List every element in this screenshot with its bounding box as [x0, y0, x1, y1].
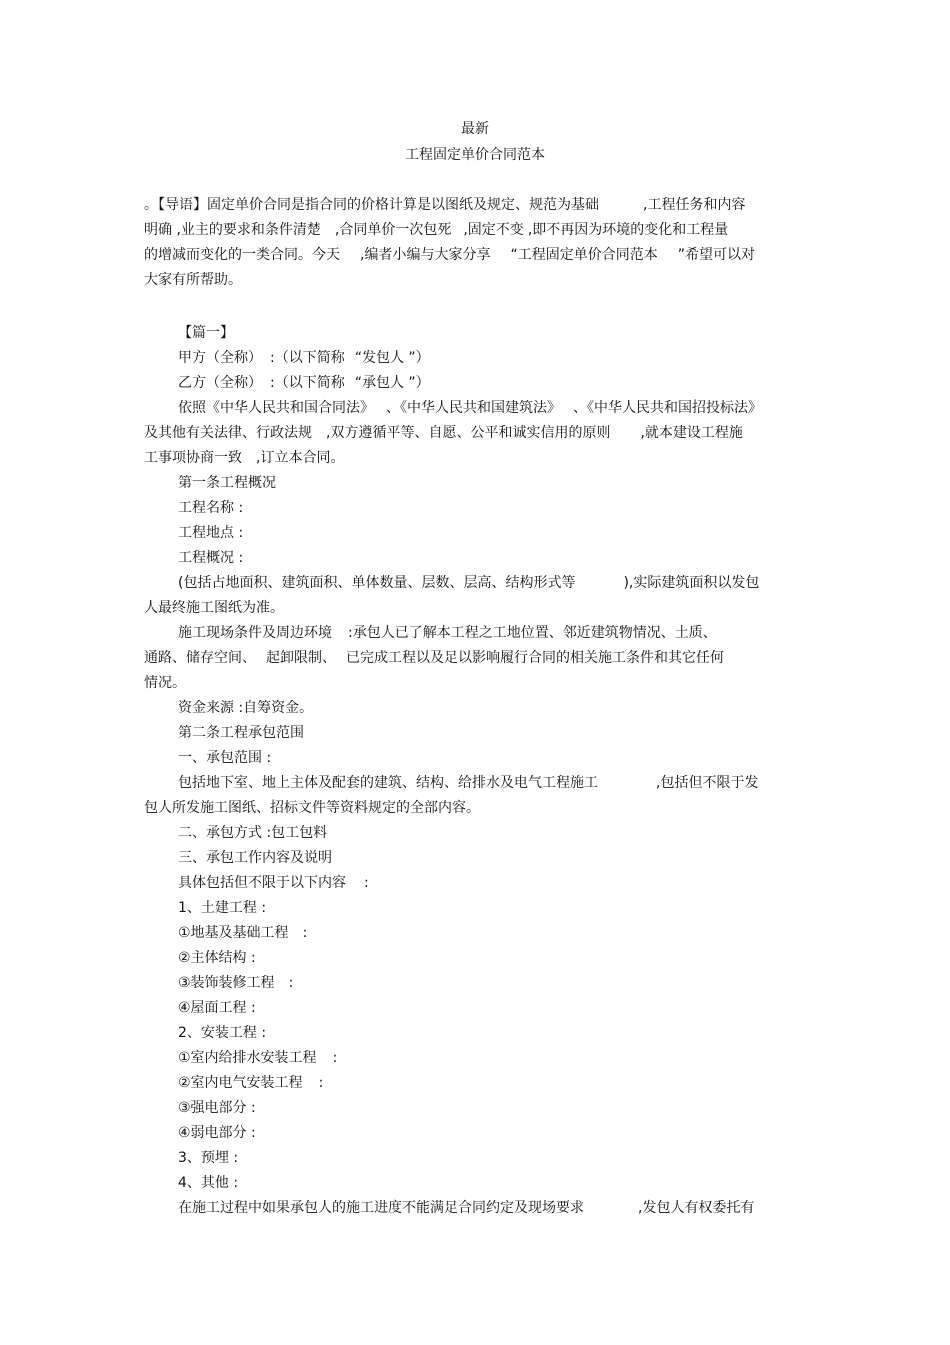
doc-title: 工程固定单价合同范本 [405, 147, 545, 163]
site-line-3: 情况。 [144, 675, 186, 691]
project-overview-field: 工程概况 : [178, 550, 244, 566]
intro-line-4: 大家有所帮助。 [144, 272, 242, 288]
project-location-field: 工程地点 : [178, 525, 244, 541]
item-main-structure: ②主体结构 : [178, 950, 256, 966]
funds-line: 资金来源 :自筹资金。 [178, 700, 314, 716]
project-name-field: 工程名称 : [178, 500, 244, 516]
last-line: 在施工过程中如果承包人的施工进度不能满足合同约定及现场要求 ,发包人有权委托有 [178, 1200, 755, 1216]
scope-line-2: 包人所发施工图纸、招标文件等资料规定的全部内容。 [144, 800, 480, 816]
section-heading: 【篇一】 [178, 325, 234, 341]
article-2-heading: 第二条工程承包范围 [178, 725, 304, 741]
scope-heading: 一、承包范围 : [178, 750, 272, 766]
contract-mode-line: 二、承包方式 :包工包料 [178, 825, 328, 841]
item-weak-current: ④弱电部分 : [178, 1125, 256, 1141]
overview-detail-line-2: 人最终施工图纸为准。 [144, 600, 284, 616]
overview-detail-line-1: (包括占地面积、建筑面积、单体数量、层数、层高、结构形式等 ),实际建筑面积以发包 [178, 575, 760, 591]
basis-line-3: 工事项协商一致 ,订立本合同。 [144, 450, 345, 466]
item-civil: 1、土建工程 : [178, 900, 267, 916]
item-strong-current: ③强电部分 : [178, 1100, 256, 1116]
item-decoration: ③装饰装修工程 : [178, 975, 294, 991]
doc-body [144, 193, 804, 1221]
scope-line-1: 包括地下室、地上主体及配套的建筑、结构、给排水及电气工程施工 ,包括但不限于发 [178, 775, 759, 791]
site-line-2: 通路、储存空间、 起卸限制、 已完成工程以及足以影响履行合同的相关施工条件和其它任何 [144, 650, 724, 666]
content-heading: 三、承包工作内容及说明 [178, 850, 332, 866]
intro-line-2: 明确 ,业主的要求和条件清楚 ,合同单价一次包死 ,固定不变 ,即不再因为环境的变化和工程量 [144, 222, 729, 238]
item-installation: 2、安装工程 : [178, 1025, 267, 1041]
basis-line-2: 及其他有关法律、行政法规 ,双方遵循平等、自愿、公平和诚实信用的原则 ,就本建设工程施 [144, 425, 743, 441]
party-b-line: 乙方（全称） :（以下简称 “承包人 ”） [178, 375, 430, 391]
item-other: 4、其他 : [178, 1175, 239, 1191]
item-roof: ④屋面工程 : [178, 1000, 256, 1016]
content-intro-line: 具体包括但不限于以下内容 : [178, 875, 369, 891]
site-line-1: 施工现场条件及周边环境 :承包人已了解本工程之工地位置、邻近建筑物情况、土质、 [178, 625, 717, 641]
basis-line-1: 依照《中华人民共和国合同法》 、《中华人民共和国建筑法》 、《中华人民共和国招投标法》 [178, 400, 762, 416]
item-plumbing: ①室内给排水安装工程 : [178, 1050, 338, 1066]
item-embedded: 3、预埋 : [178, 1150, 239, 1166]
intro-line-3: 的增减而变化的一类合同。今天 ,编者小编与大家分享 “工程固定单价合同范本 ”希望可以对 [144, 247, 755, 263]
party-a-line: 甲方（全称） :（以下简称 “发包人 ”） [178, 350, 430, 366]
intro-line-1: 。【导语】固定单价合同是指合同的价格计算是以图纸及规定、规范为基础 ,工程任务和内容 [144, 197, 746, 213]
article-1-heading: 第一条工程概况 [178, 475, 276, 491]
item-foundation: ①地基及基础工程 : [178, 925, 308, 941]
doc-tag: 最新 [461, 121, 489, 137]
item-electrical: ②室内电气安装工程 : [178, 1075, 324, 1091]
